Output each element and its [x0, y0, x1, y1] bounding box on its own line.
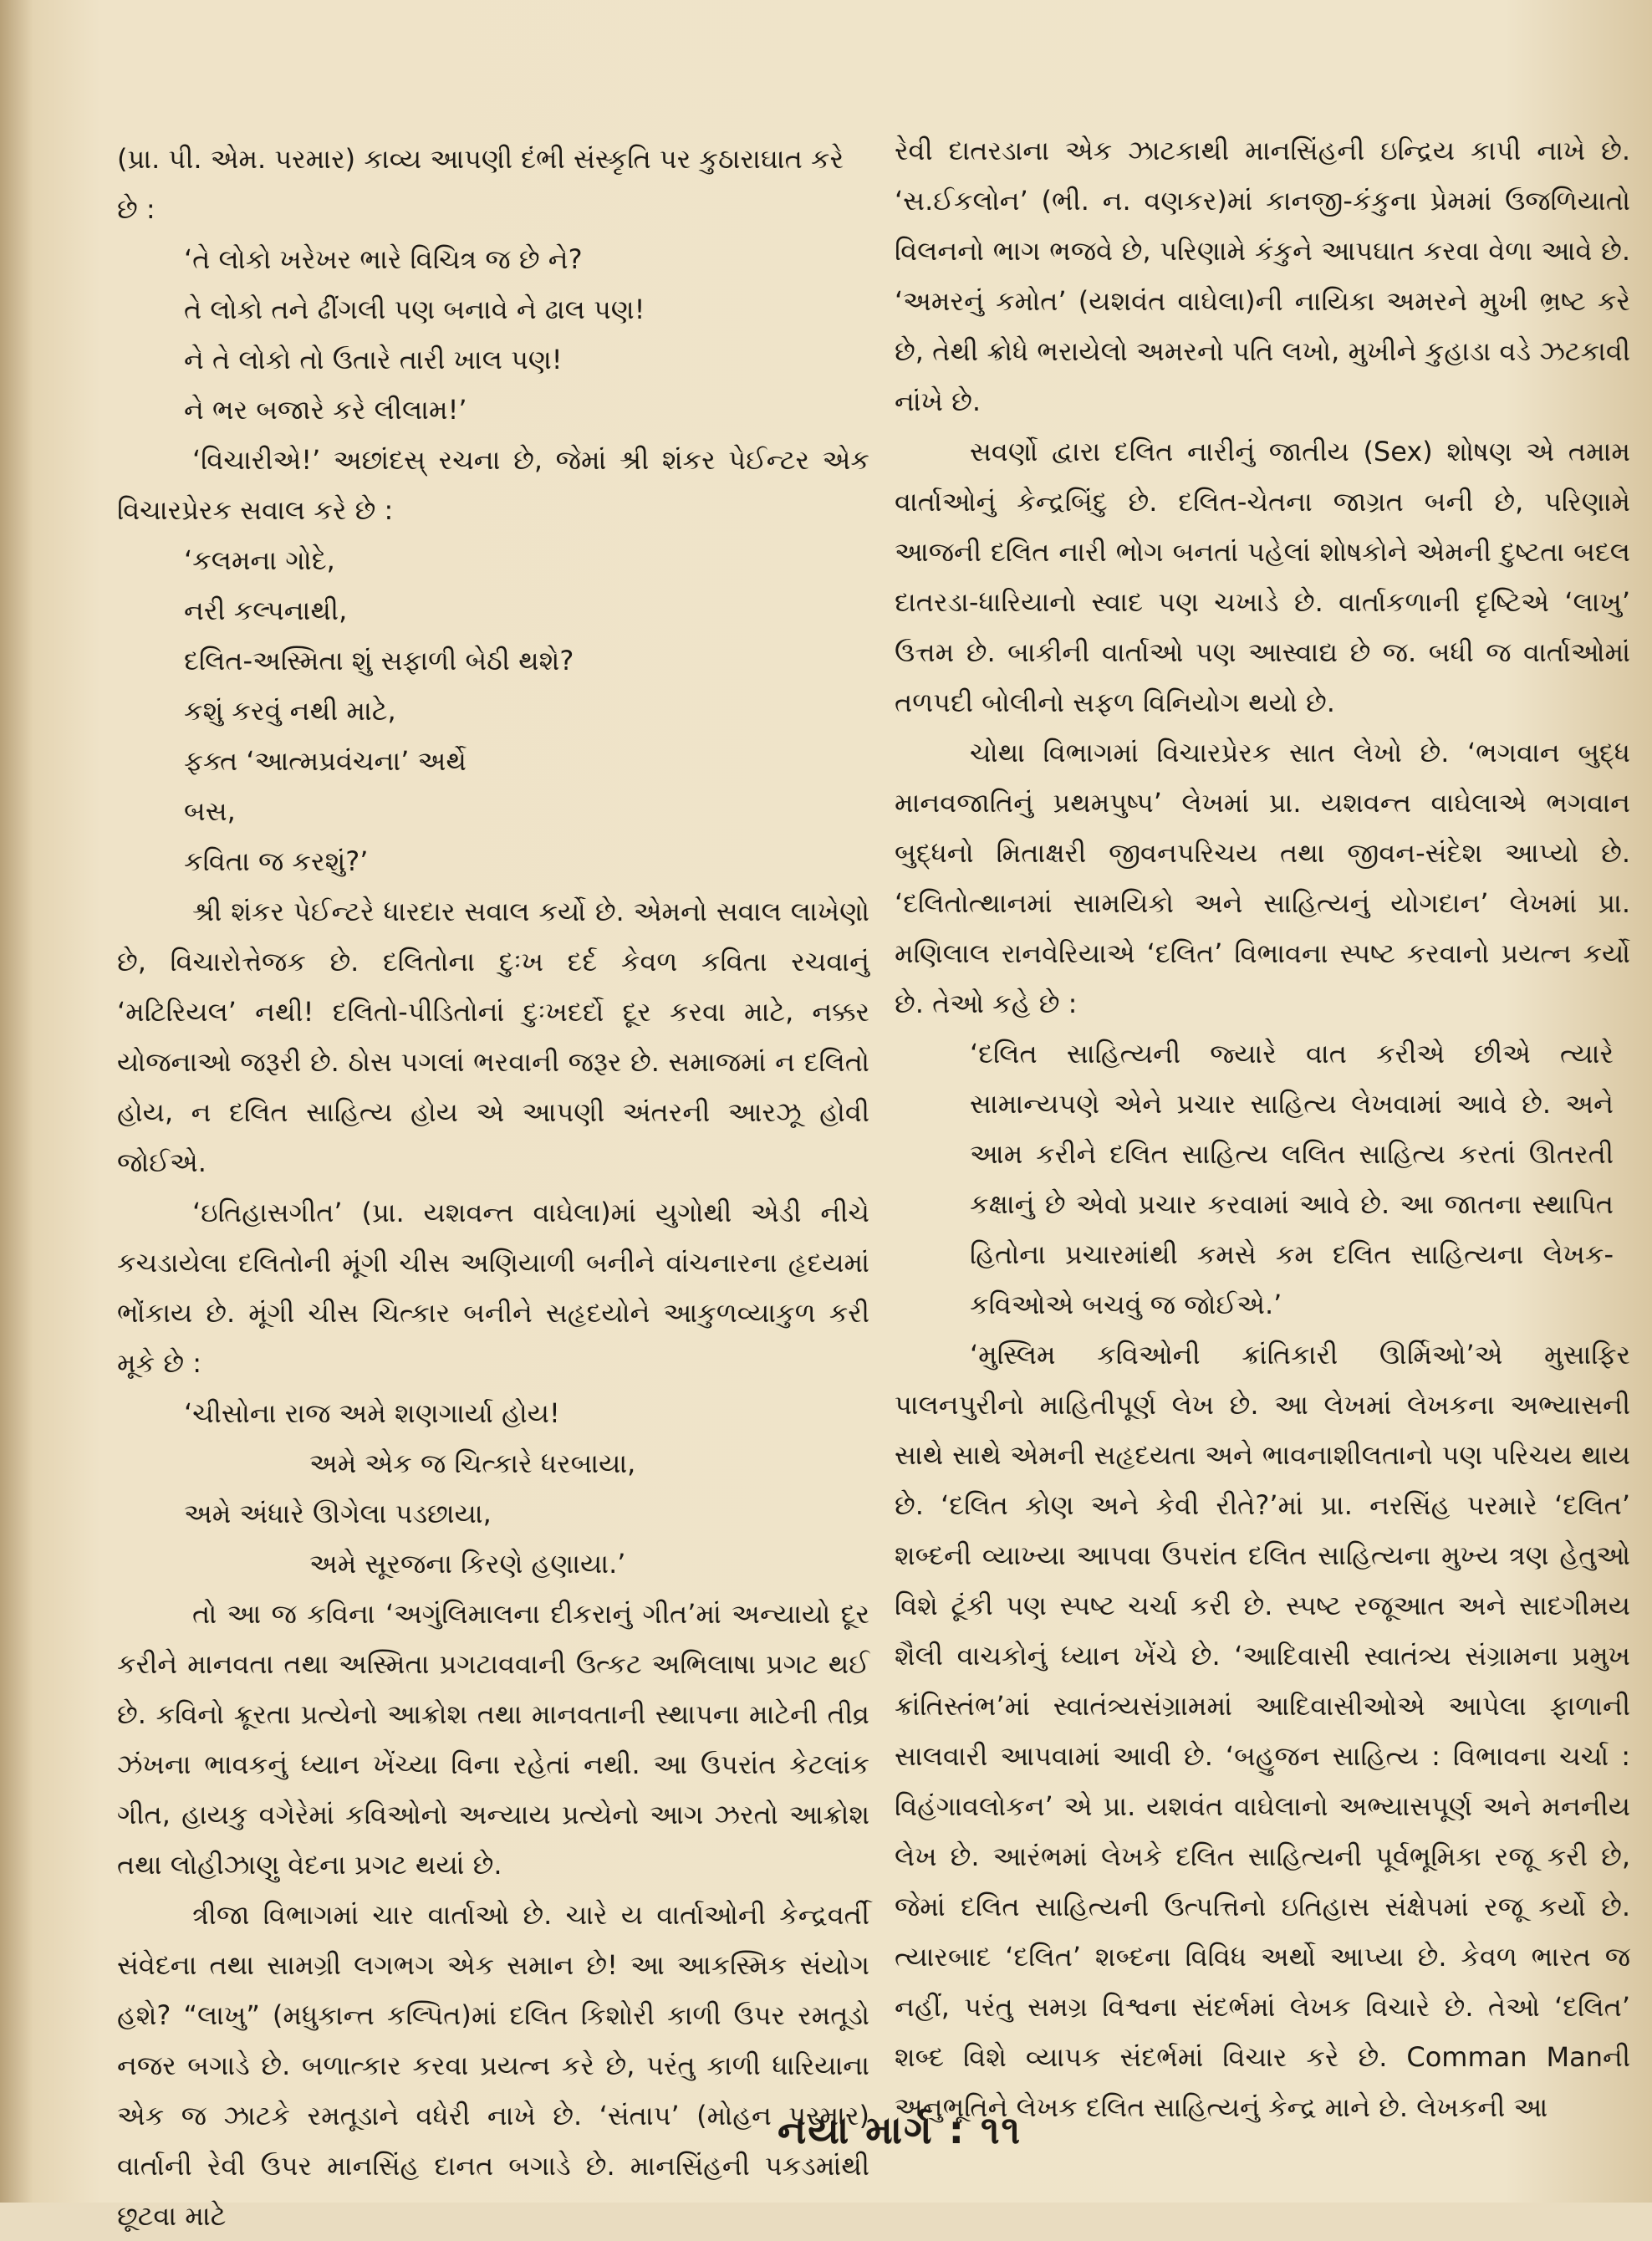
verse-line: કશું કરવું નથી માટે,	[184, 695, 396, 727]
paragraph: ત્રીજા વિભાગમાં ચાર વાર્તાઓ છે. ચારે ય વાર્તાઓની કેન્દ્રવર્તી સંવેદના તથા સામગ્રી લગભગ એક સમાન છે! આ આકસ્મિક સંયોગ હશે? “લાખુ” (મધુકાન્ત કલ્પિત)માં દલિત કિશોરી કાળી ઉપર રમતૂડો નજર બગાડે છે. બળાત્કાર કરવા પ્રયત્ન કરે છે, પરંતુ કાળી ધારિયાના એક જ ઝાટકે રમતૂડાને વધેરી નાખે છે. ‘સંતાપ’ (મોહન પરમાર) વાર્તાની રેવી ઉપર માનસિંહ દાનત બગાડે છે. માનસિંહની પકડમાંથી છૂટવા માટે	[117, 1899, 869, 2232]
right-column	[895, 125, 1630, 2132]
paragraph: ‘વિચારીએ!’ અછાંદસ્ રચના છે, જેમાં શ્રી શંકર પેઈન્ટર એક વિચારપ્રેરક સવાલ કરે છે :	[117, 444, 869, 526]
verse-line: કવિતા જ કરશું?’	[184, 845, 369, 877]
verse-line: ફક્ત ‘આત્મપ્રવંચના’ અર્થે	[184, 745, 467, 777]
left-column	[117, 134, 869, 2241]
poem-excerpt	[184, 234, 869, 435]
verse-line: અમે અંધારે ઊગેલા પડછાયા,	[184, 1498, 492, 1529]
page-footer: નયા માર્ગ : ૧૧	[778, 2107, 1022, 2152]
verse-line: બસ,	[184, 795, 236, 827]
paragraph: શ્રી શંકર પેઈન્ટરે ધારદાર સવાલ કર્યો છે. એમનો સવાલ લાખેણો છે, વિચારોત્તેજક છે. દલિતોના દુઃખ દર્દ કેવળ કવિતા રચવાનું ‘મટિરિયલ’ નથી! દલિતો-પીડિતોનાં દુઃખદર્દો દૂર કરવા માટે, નક્કર યોજનાઓ જરૂરી છે. ઠોસ પગલાં ભરવાની જરૂર છે. સમાજમાં ન દલિતો હોય, ન દલિત સાહિત્ય હોય એ આપણી અંતરની આરઝૂ હોવી જોઈએ.	[117, 896, 869, 1178]
paragraph: (પ્રા. પી. એમ. પરમાર) કાવ્ય આપણી દંભી સંસ્કૃતિ પર કુઠારાઘાત કરે છે :	[117, 143, 844, 225]
verse-line: તે લોકો તને ઢીંગલી પણ બનાવે ને ઢાલ પણ!	[184, 294, 645, 325]
verse-line: ‘ચીસોના રાજ અમે શણગાર્યા હોય!	[184, 1397, 560, 1429]
paragraph: ‘મુસ્લિમ કવિઓની ક્રાંતિકારી ઊર્મિઓ’એ મુસાફિર પાલનપુરીનો માહિતીપૂર્ણ લેખ છે. આ લેખમાં લેખકના અભ્યાસની સાથે સાથે એમની સહૃદયતા અને ભાવનાશીલતાનો પણ પરિચય થાય છે. ‘દલિત કોણ અને કેવી રીતે?’માં પ્રા. નરસિંહ પરમારે ‘દલિત’ શબ્દની વ્યાખ્યા આપવા ઉપરાંત દલિત સાહિત્યના મુખ્ય ત્રણ હેતુઓ વિશે ટૂંકી પણ સ્પષ્ટ ચર્ચા કરી છે. સ્પષ્ટ રજૂઆત અને સાદગીમય શૈલી વાચકોનું ધ્યાન ખેંચે છે. ‘આદિવાસી સ્વાતંત્ર્ય સંગ્રામના પ્રમુખ ક્રાંતિસ્તંભ’માં સ્વાતંત્ર્યસંગ્રામમાં આદિવાસીઓએ આપેલા ફાળાની સાલવારી આપવામાં આવી છે. ‘બહુજન સાહિત્ય : વિભાવના ચર્ચા : વિહંગાવલોકન’ એ પ્રા. યશવંત વાઘેલાનો અભ્યાસપૂર્ણ અને મનનીય લેખ છે. આરંભમાં લેખકે દલિત સાહિત્યની પૂર્વભૂમિકા રજૂ કરી છે, જેમાં દલિત સાહિત્યની ઉત્પત્તિનો ઇતિહાસ સંક્ષેપમાં રજૂ કર્યો છે. ત્યારબાદ ‘દલિત’ શબ્દના વિવિધ અર્થો આપ્યા છે. કેવળ ભારત જ નહીં, પરંતુ સમગ્ર વિશ્વના સંદર્ભમાં લેખક વિચારે છે. તેઓ ‘દલિત’ શબ્દ વિશે વ્યાપક સંદર્ભમાં વિચાર કરે છે. Comman Manની અનુભૂતિને લેખક દલિત સાહિત્યનું કેન્દ્ર માને છે. લેખકની આ	[895, 1339, 1630, 2123]
verse-line: અમે એક જ ચિત્કારે ધરબાયા,	[309, 1447, 636, 1479]
verse-line: ‘કલમના ગોદે,	[184, 544, 335, 576]
verse-line: ‘તે લોકો ખરેખર ભારે વિચિત્ર જ છે ને?	[184, 243, 583, 275]
block-quote: ‘દલિત સાહિત્યની જ્યારે વાત કરીએ છીએ ત્યારે સામાન્યપણે એને પ્રચાર સાહિત્ય લેખવામાં આવે છે. અને આમ કરીને દલિત સાહિત્ય લલિત સાહિત્ય કરતાં ઊતરતી કક્ષાનું છે એવો પ્રચાર કરવામાં આવે છે. આ જાતના સ્થાપિત હિતોના પ્રચારમાંથી કમસે કમ દલિત સાહિત્યના લેખક-કવિઓએ બચવું જ જોઈએ.’	[970, 1038, 1614, 1320]
paragraph: સવર્ણો દ્વારા દલિત નારીનું જાતીય (Sex) શોષણ એ તમામ વાર્તાઓનું કેન્દ્રબિંદુ છે. દલિત-ચેતના જાગ્રત બની છે, પરિણામે આજની દલિત નારી ભોગ બનતાં પહેલાં શોષકોને એમની દુષ્ટતા બદલ દાતરડા-ધારિયાનો સ્વાદ પણ ચખાડે છે. વાર્તાકળાની દૃષ્ટિએ ‘લાખુ’ ઉત્તમ છે. બાકીની વાર્તાઓ પણ આસ્વાદ્ય છે જ. બધી જ વાર્તાઓમાં તળપદી બોલીનો સફળ વિનિયોગ થયો છે.	[895, 436, 1630, 718]
poem-excerpt	[184, 1388, 869, 1589]
verse-line: ને તે લોકો તો ઉતારે તારી ખાલ પણ!	[184, 344, 563, 375]
paragraph: ચોથા વિભાગમાં વિચારપ્રેરક સાત લેખો છે. ‘ભગવાન બુદ્ધ માનવજાતિનું પ્રથમપુષ્પ’ લેખમાં પ્રા. યશવન્ત વાઘેલાએ ભગવાન બુદ્ધનો મિતાક્ષરી જીવનપરિચય તથા જીવન-સંદેશ આપ્યો છે. ‘દલિતોત્થાનમાં સામયિકો અને સાહિત્યનું યોગદાન’ લેખમાં પ્રા. મણિલાલ રાનવેરિયાએ ‘દલિત’ વિભાવના સ્પષ્ટ કરવાનો પ્રયત્ન કર્યો છે. તેઓ કહે છે :	[895, 737, 1630, 1019]
paragraph: તો આ જ કવિના ‘અગુંલિમાલના દીકરાનું ગીત’માં અન્યાયો દૂર કરીને માનવતા તથા અસ્મિતા પ્રગટાવવાની ઉત્કટ અભિલાષા પ્રગટ થઈ છે. કવિનો ક્રૂરતા પ્રત્યેનો આક્રોશ તથા માનવતાની સ્થાપના માટેની તીવ્ર ઝંખના ભાવકનું ધ્યાન ખેંચ્યા વિના રહેતાં નથી. આ ઉપરાંત કેટલાંક ગીત, હાયકુ વગેરેમાં કવિઓનો અન્યાય પ્રત્યેનો આગ ઝરતો આક્રોશ તથા લોહીઝાણુ વેદના પ્રગટ થયાં છે.	[117, 1598, 869, 1881]
verse-line: ને ભર બજારે કરે લીલામ!’	[184, 394, 467, 426]
poem-excerpt	[184, 535, 869, 886]
verse-line: અમે સૂરજના કિરણે હણાયા.’	[309, 1548, 626, 1580]
paragraph: રેવી દાતરડાના એક ઝાટકાથી માનસિંહની ઇન્દ્રિય કાપી નાખે છે. ‘સ.ઈકલોન’ (ભી. ન. વણકર)માં કાનજી-કંકુના પ્રેમમાં ઉજળિયાતો વિલનનો ભાગ ભજવે છે, પરિણામે કંકુને આપઘાત કરવા વેળા આવે છે. ‘અમરનું કમોત’ (યશવંત વાઘેલા)ની નાયિકા અમરને મુખી ભ્રષ્ટ કરે છે, તેથી ક્રોધે ભરાયેલો અમરનો પતિ લખો, મુખીને કુહાડા વડે ઝટકાવી નાંખે છે.	[895, 135, 1630, 417]
paragraph: ‘ઇતિહાસગીત’ (પ્રા. યશવન્ત વાઘેલા)માં યુગોથી એડી નીચે કચડાયેલા દલિતોની મૂંગી ચીસ અણિયાળી બનીને વાંચનારના હૃદયમાં ભોંકાય છે. મૂંગી ચીસ ચિત્કાર બનીને સહૃદયોને આકુળવ્યાકુળ કરી મૂકે છે :	[117, 1197, 869, 1379]
verse-line: દલિત-અસ્મિતા શું સફાળી બેઠી થશે?	[184, 645, 574, 676]
verse-line: નરી કલ્પનાથી,	[184, 595, 348, 626]
